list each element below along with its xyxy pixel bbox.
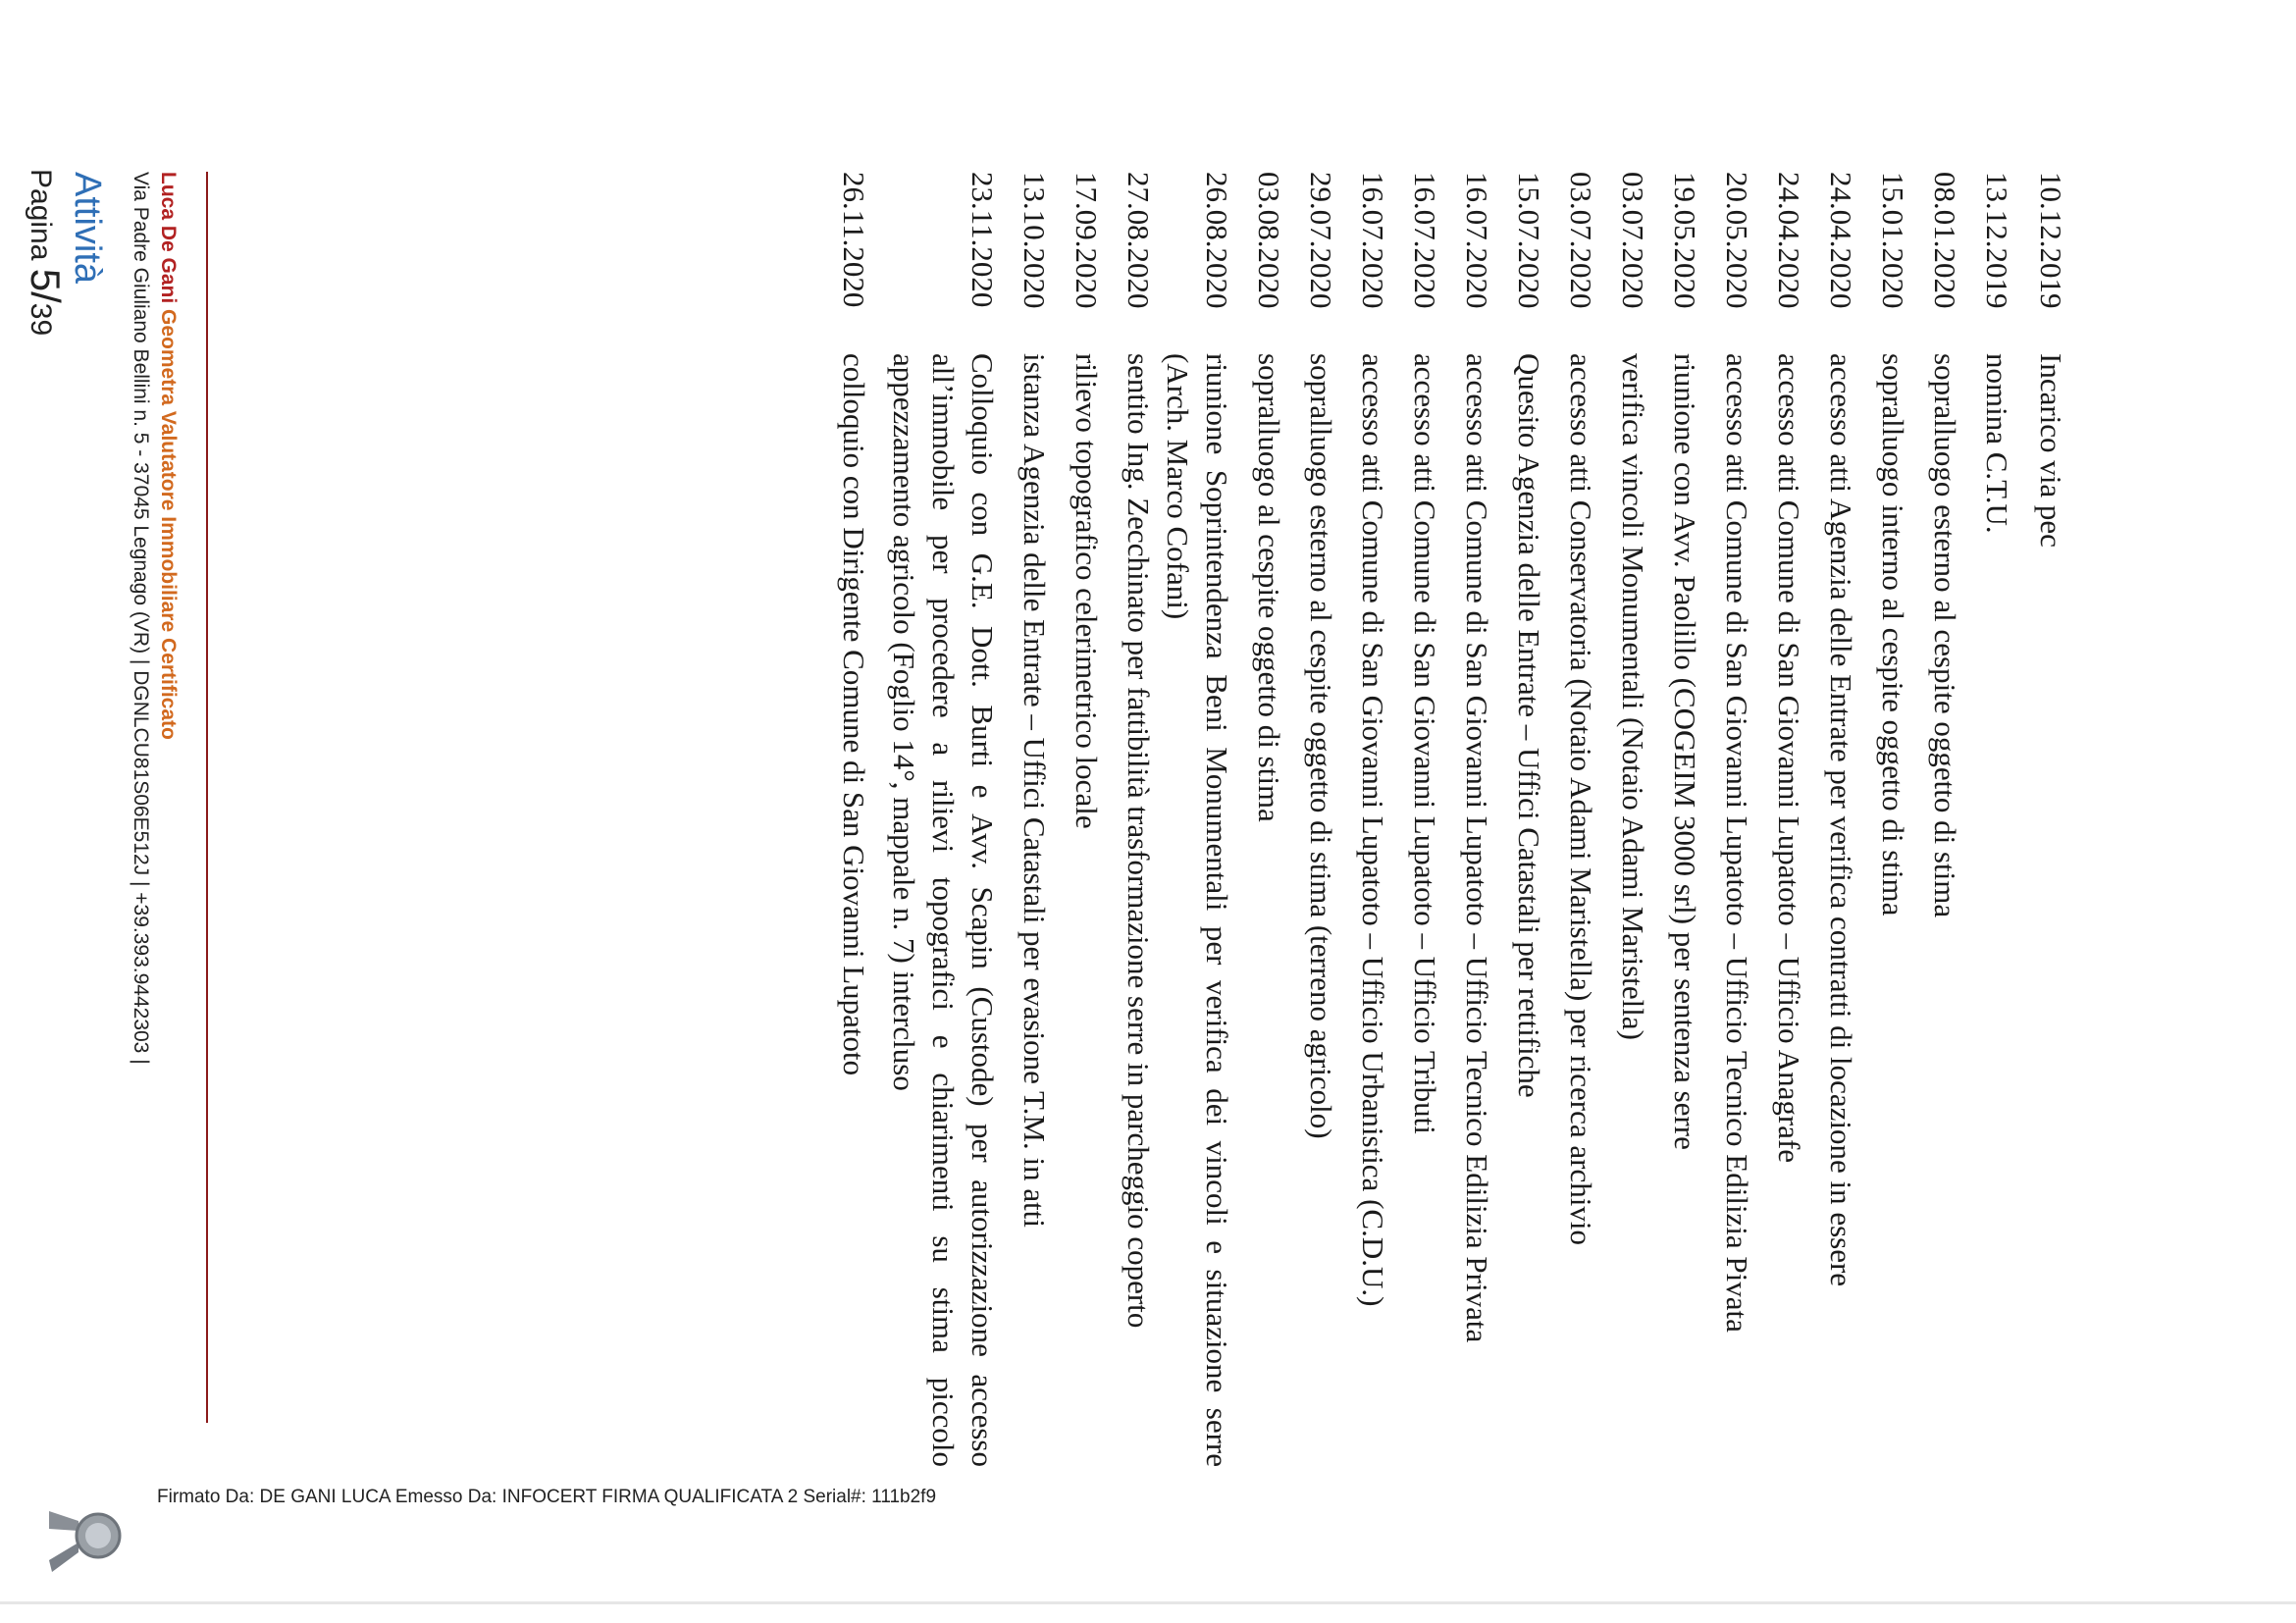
activity-text: riunione Soprintendenza Beni Monumentali per verifica dei vincoli e situazione serre (Arch. Marco Cofani) — [1161, 353, 1234, 1467]
activity-row — [1977, 172, 2016, 1467]
activity-text: colloquio con Dirigente Comune di San Giovanni Lupatoto — [837, 353, 871, 1076]
activity-text: sopralluogo esterno al cespite oggetto di stima (terreno agricolo) — [1304, 353, 1338, 1139]
activity-row — [2031, 172, 2070, 1467]
activity-row — [834, 172, 873, 1467]
activity-text: Colloquio con G.E. Dott. Burti e Avv. Scapin (Custode) per autorizzazione accesso all’immobile per procedere a rilievi topografici e chiarimenti su stima piccolo appezzamento agricolo (Foglio 14°, mappale n. 7) intercluso — [887, 353, 1000, 1467]
activity-text: sentito Ing. Zecchinato per fattibilità trasformazione serre in parcheggio coperto — [1122, 353, 1156, 1329]
activity-text: verifica vincoli Monumentali (Notaio Adami Maristella) — [1616, 353, 1650, 1040]
activity-text: accesso atti Conservatoria (Notaio Adami Maristella) per ricerca archivio — [1564, 353, 1598, 1245]
activity-text: sopralluogo al cespite oggetto di stima — [1252, 353, 1286, 822]
digital-signature-text: Firmato Da: DE GANI LUCA Emesso Da: INFOCERT FIRMA QUALIFICATA 2 Serial#: 111b2f9 — [157, 1487, 937, 1507]
activity-date: 26.08.2020 — [1200, 172, 1234, 309]
activity-text: riunione con Avv. Paolillo (COGEIM 3000 srl) per sentenza serre — [1668, 353, 1702, 1150]
activity-date: 16.07.2020 — [1460, 172, 1494, 309]
activity-date: 08.01.2020 — [1928, 172, 1962, 309]
activity-text: accesso atti Comune di San Giovanni Lupatoto – Ufficio Tecnico Edilizia Pivata — [1720, 353, 1754, 1333]
activity-row — [1301, 172, 1340, 1467]
footer-address: Via Padre Giuliano Bellini n. 5 - 37045 Legnago (VR) | DGNLCU81S06E512J | +39.393.9442303 | — [130, 172, 152, 1065]
activity-row — [1119, 172, 1158, 1467]
footer-name: Luca De Gani — [157, 172, 180, 304]
activity-row — [1158, 172, 1236, 1467]
activity-date: 16.07.2020 — [1356, 172, 1390, 309]
activity-date: 20.05.2020 — [1720, 172, 1754, 309]
activity-date: 19.05.2020 — [1668, 172, 1702, 309]
activity-row — [1353, 172, 1392, 1467]
activity-date: 13.12.2019 — [1980, 172, 2014, 309]
activity-row — [1067, 172, 1106, 1467]
activity-text: accesso atti Comune di San Giovanni Lupatoto – Ufficio Tributi — [1408, 353, 1442, 1134]
page-current: 5 — [23, 268, 69, 292]
activity-date: 27.08.2020 — [1122, 172, 1156, 309]
activity-text: sopralluogo interno al cespite oggetto di stima — [1876, 353, 1910, 916]
activity-date: 15.01.2020 — [1876, 172, 1910, 309]
activity-date: 26.11.2020 — [837, 172, 871, 308]
activity-date: 24.04.2020 — [1772, 172, 1806, 309]
activity-row — [884, 172, 1002, 1467]
footer-divider — [206, 172, 208, 1423]
activity-date: 10.12.2019 — [2034, 172, 2068, 309]
activity-date: 03.08.2020 — [1252, 172, 1286, 309]
activity-row — [1561, 172, 1600, 1467]
activity-row — [1509, 172, 1548, 1467]
activity-row — [1613, 172, 1652, 1467]
footer-role: Geometra Valutatore Immobiliare Certificato — [157, 309, 180, 740]
activity-text: accesso atti Comune di San Giovanni Lupatoto – Ufficio Urbanistica (C.D.U.) — [1356, 353, 1390, 1307]
activity-text: accesso atti Agenzia delle Entrate per verifica contratti di locazione in essere — [1824, 353, 1858, 1287]
activity-text: nomina C.T.U. — [1980, 353, 2014, 534]
activity-row — [1015, 172, 1054, 1467]
activity-text: Quesito Agenzia delle Entrate – Uffici Catastali per rettifiche — [1512, 353, 1546, 1098]
activity-text: rilievo topografico celerimetrico locale — [1070, 353, 1104, 829]
activity-row — [1405, 172, 1444, 1467]
activity-date: 16.07.2020 — [1408, 172, 1442, 309]
page-total: 39 — [25, 302, 57, 337]
activity-date: 03.07.2020 — [1616, 172, 1650, 309]
page-separator: / — [23, 291, 69, 303]
activity-date: 24.04.2020 — [1824, 172, 1858, 309]
activity-text: accesso atti Comune di San Giovanni Lupatoto – Ufficio Tecnico Edilizia Privata — [1460, 353, 1494, 1343]
activity-row — [1821, 172, 1860, 1467]
activity-text: accesso atti Comune di San Giovanni Lupatoto – Ufficio Anagrafe — [1772, 353, 1806, 1164]
activity-text: sopralluogo esterno al cespite oggetto di stima — [1928, 353, 1962, 918]
activity-row — [1457, 172, 1496, 1467]
page-label: Pagina — [25, 169, 57, 261]
activity-date: 23.11.2020 — [965, 172, 1000, 308]
seal-icon — [44, 1492, 132, 1580]
section-title: Attività — [67, 172, 108, 285]
activity-date: 29.07.2020 — [1304, 172, 1338, 309]
activity-row — [1925, 172, 1964, 1467]
activity-row — [1873, 172, 1912, 1467]
footer-author — [156, 172, 180, 740]
activity-row — [1665, 172, 1704, 1467]
activity-text: Incarico via pec — [2034, 353, 2068, 548]
activity-row — [1769, 172, 1808, 1467]
activity-date: 15.07.2020 — [1512, 172, 1546, 309]
activity-date: 13.10.2020 — [1018, 172, 1052, 309]
activity-text: istanza Agenzia delle Entrate – Uffici Catastali per evasione T.M. in atti — [1018, 353, 1052, 1228]
activity-date: 17.09.2020 — [1070, 172, 1104, 309]
page-number — [22, 169, 69, 336]
activity-row — [1249, 172, 1288, 1467]
activity-row — [1717, 172, 1756, 1467]
activity-date: 03.07.2020 — [1564, 172, 1598, 309]
scan-edge — [0, 1601, 2296, 1604]
